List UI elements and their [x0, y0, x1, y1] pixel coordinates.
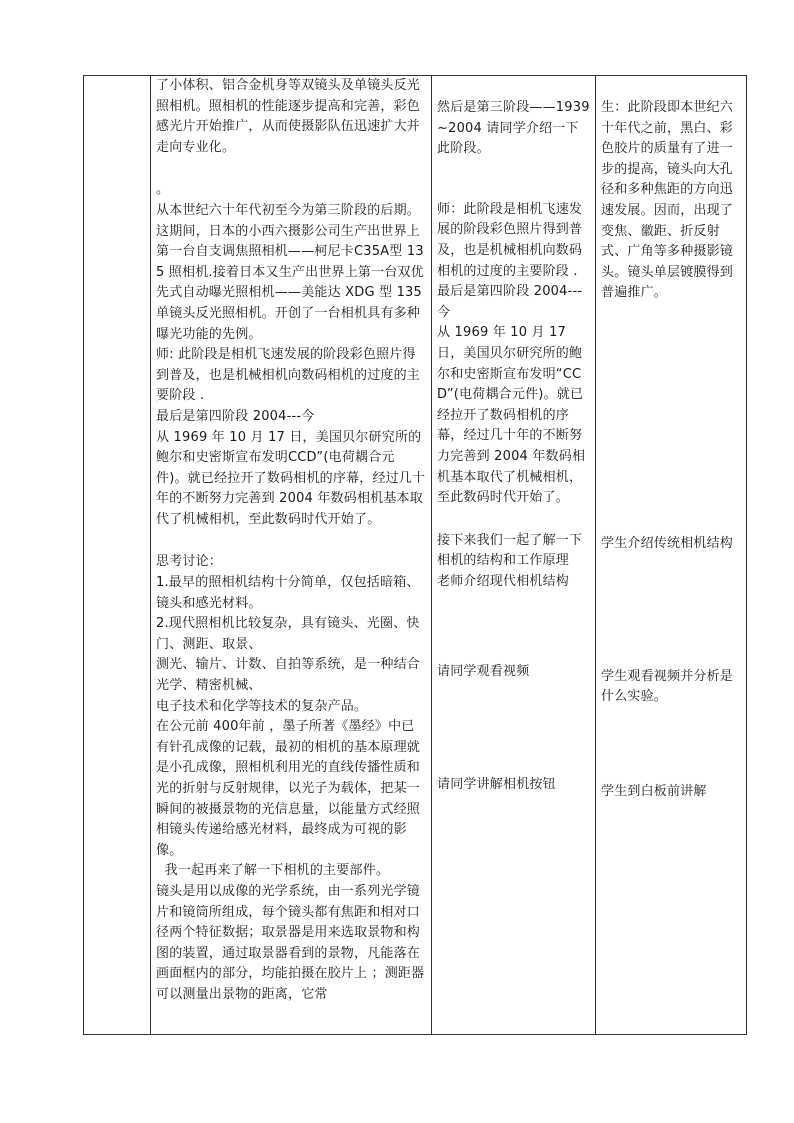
- history-paragraph: 了小体积、铝合金机身等双镜头及单镜头反光照相机。照相机的性能逐步提高和完善，彩色感光片开始推广，从而使摄影队伍迅速扩大并走向专业化。: [156, 78, 421, 155]
- structure-task: 学生介绍传统相机结构: [601, 535, 734, 551]
- content-column: [151, 76, 432, 1035]
- buttons-prompt: 请同学讲解相机按钮: [437, 777, 556, 793]
- separator-dot: 。: [156, 182, 170, 198]
- teacher-note-paragraph: 师: 此阶段是相机飞速发展的阶段彩色照片得到普及，也是机械相机向数码相机的过度的主要阶段 .: [156, 347, 421, 404]
- pinhole-paragraph: 在公元前 400年前 ，墨子所著《墨经》中已有针孔成像的记载，最初的相机的基本原理就是小孔成像，照相机利用光的直线传播性质和光的折射与反射规律，以光子为载体，把某一瞬间的被摄景物的光信息量，以能量方式经照相镜头传递给感光材料，最终成为可视的影像。: [156, 719, 421, 858]
- stage3-paragraph: 从本世纪六十年代初至今为第三阶段的后期。这期间，日本的小西六摄影公司生产出世界上第一台自支调焦照相机——柯尼卡C35A型 135 照相机.接着日本又生产出世界上第一台双优先式自动曝光照相机——美能达 XDG 型 135 单镜头反光照相机。开创了一台相机具有多种曝光功能的先例。: [156, 202, 427, 342]
- stage4-title: 最后是第四阶段 2004---今: [437, 284, 583, 320]
- table-row: [84, 76, 747, 1035]
- video-prompt: 请同学观看视频: [437, 664, 530, 680]
- section-label-column: [84, 76, 151, 1035]
- student-activity-column: [596, 76, 747, 1035]
- camera-parts-paragraph: 我一起再来了解一下相机的主要部件。 镜头是用以成像的光学系统，由一系列光学镜片和镜筒所组成，每个镜头都有焦距和相对口径两个特征数据；取景器是用来选取景物和构图的装置，通过取景器看到的景物，凡能落在画面框内的部分，均能拍摄在胶片上 ；测距器可以测量出景物的距离，它常: [156, 863, 425, 1002]
- structure-intro: 接下来我们一起了解一下相机的结构和工作原理 老师介绍现代相机结构: [437, 532, 583, 589]
- teacher-activity-column: [432, 76, 596, 1035]
- whiteboard-task: 学生到白板前讲解: [601, 783, 707, 799]
- stage4-text: 从 1969 年 10 月 17 日，美国贝尔研究所的鲍尔和史密斯宣布发明“CCD”(电荷耦合元件)。就已经拉开了数码相机的序幕，经过几十年的不断努力完善到 2004 年数码相机基本取代了机械相机，至此数码时代开始了。: [437, 325, 586, 506]
- discussion-item-1: 1.最早的照相机结构十分简单，仅包括暗箱、镜头和感光材料。: [156, 575, 420, 611]
- discussion-item-2: 2.现代照相机比较复杂，具有镜头、光圈、快门、测距、取景、 测光、输片、计数、自拍等系统，是一种结合光学、精密机械、 电子技术和化学等技术的复杂产品。: [156, 616, 421, 714]
- stage3-prompt: 然后是第三阶段——1939~2004 请同学介绍一下此阶段。: [437, 100, 590, 157]
- stage3-teacher-note: 师：此阶段是相机飞速发展的阶段彩色照片得到普及，也是机械相机向数码相机的过度的主要阶段 .: [437, 201, 583, 279]
- discussion-title: 思考讨论：: [156, 554, 223, 570]
- video-task: 学生观看视频并分析是什么实验。: [601, 668, 734, 705]
- lesson-plan-table: [83, 75, 747, 1035]
- stage3-answer: 生：此阶段即本世纪六十年代之前，黑白、彩色胶片的质量有了进一步的提高，镜头向大孔径和多种焦距的方向迅速发展。因而，出现了变焦、徽距、折反射式、广角等多种摄影镜头。镜头单层镀膜得到普遍推广。: [601, 100, 734, 301]
- ccd-paragraph: 从 1969 年 10 月 17 日，美国贝尔研究所的鲍尔和史密斯宣布发明CCD”(电荷耦合元件)。就已经拉开了数码相机的序幕，经过几十年的不断努力完善到 2004 年数码相机基本取代了机械相机，至此数码时代开始了。: [156, 429, 426, 527]
- stage4-title: 最后是第四阶段 2004---今: [156, 408, 315, 424]
